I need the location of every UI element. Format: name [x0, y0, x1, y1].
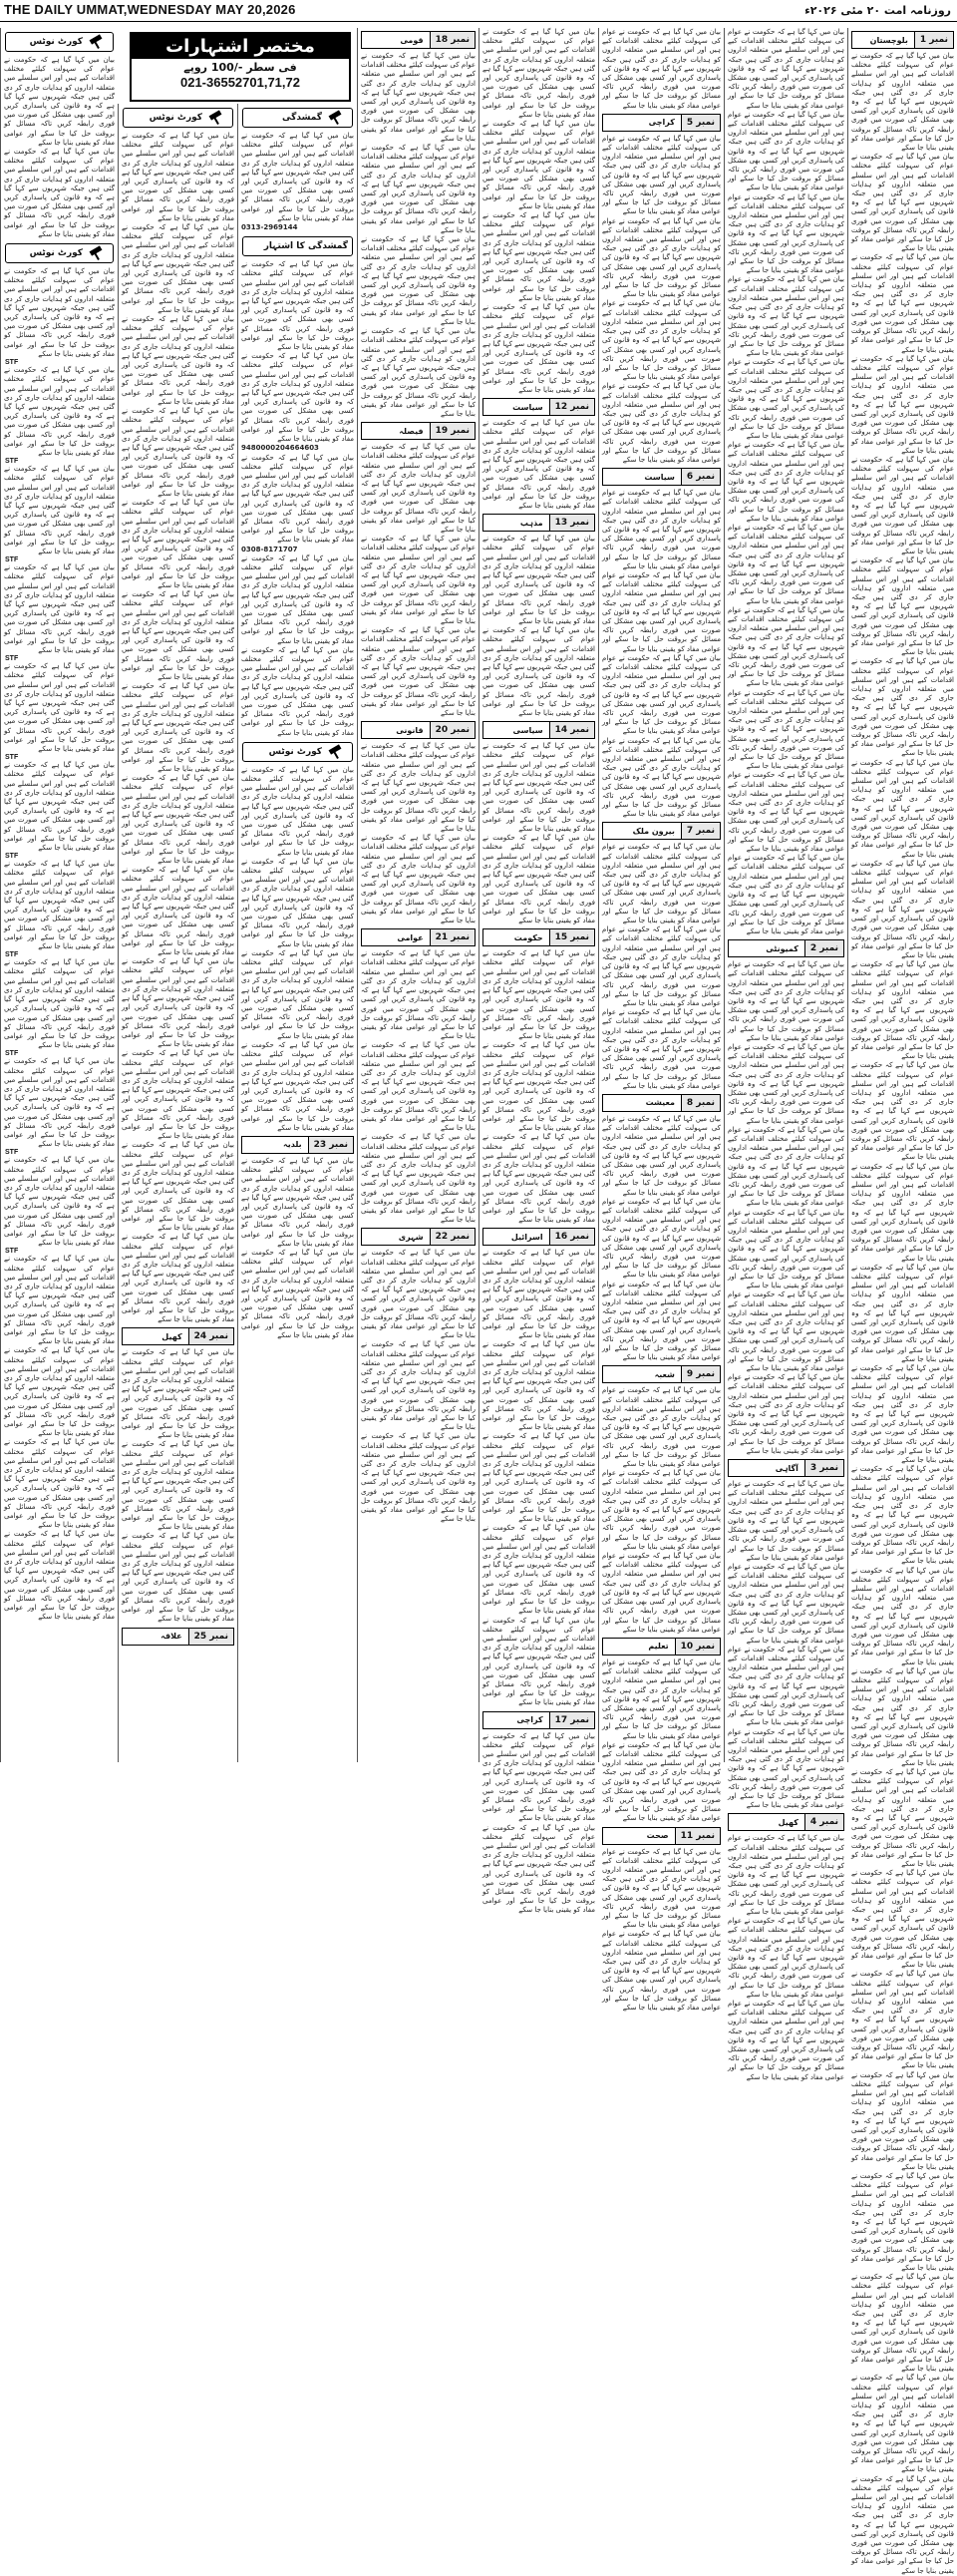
article-text: بیان میں کہا گیا ہے کہ حکومت نے عوام کی سہولت کیلئے مختلف اقدامات کیے ہیں اور اس سلسلے میں متعلقہ اداروں کو ہدایات جاری کر دی گئی ہیں جبکہ شہریوں سے کہا گیا ہے کہ وہ قانون کی پاسداری کریں اور کسی بھی مشکل کی صورت میں فوری رابطہ کریں تاکہ مسائل کو بروقت حل کیا جا سکے اور عوامی مفاد کو یقینی بنایا جا سکے	[4, 860, 115, 951]
article-text: بیان میں کہا گیا ہے کہ حکومت نے عوام کی سہولت کیلئے مختلف اقدامات کیے ہیں اور اس سلسلے میں متعلقہ اداروں کو ہدایات جاری کر دی گئی ہیں جبکہ شہریوں سے کہا گیا ہے کہ وہ قانون کی پاسداری کریں اور کسی بھی مشکل کی صورت میں فوری رابطہ کریں تاکہ مسائل کو بروقت حل کیا جا سکے اور عوامی مفاد کو یقینی بنایا جا سکے	[602, 1280, 721, 1362]
article-text: بیان میں کہا گیا ہے کہ حکومت نے عوام کی سہولت کیلئے مختلف اقدامات کیے ہیں اور اس سلسلے میں متعلقہ اداروں کو ہدایات جاری کر دی گئی ہیں جبکہ شہریوں سے کہا گیا ہے کہ وہ قانون کی پاسداری کریں اور کسی بھی مشکل کی صورت میں فوری رابطہ کریں تاکہ مسائل کو بروقت حل کیا جا سکے اور عوامی مفاد کو یقینی بنایا جا سکے	[602, 1657, 721, 1740]
section-head-19: نمبر 19 فیصلہ	[361, 422, 476, 440]
article-text: بیان میں کہا گیا ہے کہ حکومت نے عوام کی سہولت کیلئے مختلف اقدامات کیے ہیں اور اس سلسلے میں متعلقہ اداروں کو ہدایات جاری کر دی گئی ہیں جبکہ شہریوں سے کہا گیا ہے کہ وہ قانون کی پاسداری کریں اور کسی بھی مشکل کی صورت میں فوری رابطہ کریں تاکہ مسائل کو بروقت حل کیا جا سکے اور عوامی مفاد کو یقینی بنایا جا سکے	[602, 653, 721, 736]
article-text: بیان میں کہا گیا ہے کہ حکومت نے عوام کی سہولت کیلئے مختلف اقدامات کیے ہیں اور اس سلسلے میں متعلقہ اداروں کو ہدایات جاری کر دی گئی ہیں جبکہ شہریوں سے کہا گیا ہے کہ وہ قانون کی پاسداری کریں اور کسی بھی مشکل کی صورت میں فوری رابطہ کریں تاکہ مسائل کو بروقت حل کیا جا سکے اور عوامی مفاد کو یقینی بنایا جا سکے	[122, 682, 234, 774]
article-text: بیان میں کہا گیا ہے کہ حکومت نے عوام کی سہولت کیلئے مختلف اقدامات کیے ہیں اور اس سلسلے میں متعلقہ اداروں کو ہدایات جاری کر دی گئی ہیں جبکہ شہریوں سے کہا گیا ہے کہ وہ قانون کی پاسداری کریں اور کسی بھی مشکل کی صورت میں فوری رابطہ کریں تاکہ مسائل کو بروقت حل کیا جا سکے اور عوامی مفاد کو یقینی بنایا جا سکے	[361, 949, 476, 1041]
article-text: بیان میں کہا گیا ہے کہ حکومت نے عوام کی سہولت کیلئے مختلف اقدامات کیے ہیں اور اس سلسلے میں متعلقہ اداروں کو ہدایات جاری کر دی گئی ہیں جبکہ شہریوں سے کہا گیا ہے کہ وہ قانون کی پاسداری کریں اور کسی بھی مشکل کی صورت میں فوری رابطہ کریں تاکہ مسائل کو بروقت حل کیا جا سکے اور عوامی مفاد کو یقینی بنایا جا سکے	[602, 1740, 721, 1823]
article-text: بیان میں کہا گیا ہے کہ حکومت نے عوام کی سہولت کیلئے مختلف اقدامات کیے ہیں اور اس سلسلے میں متعلقہ اداروں کو ہدایات جاری کر دی گئی ہیں جبکہ شہریوں سے کہا گیا ہے کہ وہ قانون کی پاسداری کریں اور کسی بھی مشکل کی صورت میں فوری رابطہ کریں تاکہ مسائل کو بروقت حل کیا جا سکے اور عوامی مفاد کو یقینی بنایا جا سکے	[728, 1373, 844, 1455]
phone: 0313-2969144	[241, 223, 298, 232]
article-text: بیان میں کہا گیا ہے کہ حکومت نے عوام کی سہولت کیلئے مختلف اقدامات کیے ہیں اور اس سلسلے میں متعلقہ اداروں کو ہدایات جاری کر دی گئی ہیں جبکہ شہریوں سے کہا گیا ہے کہ وہ قانون کی پاسداری کریں اور کسی بھی مشکل کی صورت میں فوری رابطہ کریں تاکہ مسائل کو بروقت حل کیا جا سکے اور عوامی مفاد کو یقینی بنایا جا سکے	[728, 960, 844, 1042]
gavel-icon	[87, 246, 109, 260]
article-text: بیان میں کہا گیا ہے کہ حکومت نے عوام کی سہولت کیلئے مختلف اقدامات کیے ہیں اور اس سلسلے میں متعلقہ اداروں کو ہدایات جاری کر دی گئی ہیں جبکہ شہریوں سے کہا گیا ہے کہ وہ قانون کی پاسداری کریں اور کسی بھی مشکل کی صورت میں فوری رابطہ کریں تاکہ مسائل کو بروقت حل کیا جا سکے اور عوامی مفاد کو یقینی بنایا جا سکے	[482, 1133, 595, 1225]
article-text: بیان میں کہا گیا ہے کہ حکومت نے عوام کی سہولت کیلئے مختلف اقدامات کیے ہیں اور اس سلسلے میں متعلقہ اداروں کو ہدایات جاری کر دی گئی ہیں جبکہ شہریوں سے کہا گیا ہے کہ وہ قانون کی پاسداری کریں اور کسی بھی مشکل کی صورت میں فوری رابطہ کریں تاکہ مسائل کو بروقت حل کیا جا سکے اور عوامی مفاد کو یقینی بنایا جا سکے	[851, 657, 954, 758]
article-text: بیان میں کہا گیا ہے کہ حکومت نے عوام کی سہولت کیلئے مختلف اقدامات کیے ہیں اور اس سلسلے میں متعلقہ اداروں کو ہدایات جاری کر دی گئی ہیں جبکہ شہریوں سے کہا گیا ہے کہ وہ قانون کی پاسداری کریں اور کسی بھی مشکل کی صورت میں فوری رابطہ کریں تاکہ مسائل کو بروقت حل کیا جا سکے اور عوامی مفاد کو یقینی بنایا جا سکے	[241, 260, 354, 352]
column-7	[118, 104, 237, 1762]
article-text: بیان میں کہا گیا ہے کہ حکومت نے عوام کی سہولت کیلئے مختلف اقدامات کیے ہیں اور اس سلسلے میں متعلقہ اداروں کو ہدایات جاری کر دی گئی ہیں جبکہ شہریوں سے کہا گیا ہے کہ وہ قانون کی پاسداری کریں اور کسی بھی مشکل کی صورت میں فوری رابطہ کریں تاکہ مسائل کو بروقت حل کیا جا سکے اور عوامی مفاد کو یقینی بنایا جا سکے	[728, 1208, 844, 1290]
article-text: بیان میں کہا گیا ہے کہ حکومت نے عوام کی سہولت کیلئے مختلف اقدامات کیے ہیں اور اس سلسلے میں متعلقہ اداروں کو ہدایات جاری کر دی گئی ہیں جبکہ شہریوں سے کہا گیا ہے کہ وہ قانون کی پاسداری کریں اور کسی بھی مشکل کی صورت میں فوری رابطہ کریں تاکہ مسائل کو بروقت حل کیا جا سکے اور عوامی مفاد کو یقینی بنایا جا سکے	[728, 854, 844, 935]
article-text: بیان میں کہا گیا ہے کہ حکومت نے عوام کی سہولت کیلئے مختلف اقدامات کیے ہیں اور اس سلسلے میں متعلقہ اداروں کو ہدایات جاری کر دی گئی ہیں جبکہ شہریوں سے کہا گیا ہے کہ وہ قانون کی پاسداری کریں اور کسی بھی مشکل کی صورت میں فوری رابطہ کریں تاکہ مسائل کو بروقت حل کیا جا سکے اور عوامی مفاد کو یقینی بنایا جا سکے	[122, 1233, 234, 1324]
article-text: بیان میں کہا گیا ہے کہ حکومت نے عوام کی سہولت کیلئے مختلف اقدامات کیے ہیں اور اس سلسلے میں متعلقہ اداروں کو ہدایات جاری کر دی گئی ہیں جبکہ شہریوں سے کہا گیا ہے کہ وہ قانون کی پاسداری کریں اور کسی بھی مشکل کی صورت میں فوری رابطہ کریں تاکہ مسائل کو بروقت حل کیا جا سکے اور عوامی مفاد کو یقینی بنایا جا سکے	[602, 382, 721, 464]
court-notice-heading: کورٹ نوٹس	[123, 108, 233, 128]
article-text: بیان میں کہا گیا ہے کہ حکومت نے عوام کی سہولت کیلئے مختلف اقدامات کیے ہیں اور اس سلسلے میں متعلقہ اداروں کو ہدایات جاری کر دی گئی ہیں جبکہ شہریوں سے کہا گیا ہے کہ وہ قانون کی پاسداری کریں اور کسی بھی مشکل کی صورت میں فوری رابطہ کریں تاکہ مسائل کو بروقت حل کیا جا سکے اور عوامی مفاد کو یقینی بنایا جا سکے	[361, 235, 476, 326]
article-text: بیان میں کہا گیا ہے کہ حکومت نے عوام کی سہولت کیلئے مختلف اقدامات کیے ہیں اور اس سلسلے میں متعلقہ اداروں کو ہدایات جاری کر دی گئی ہیں جبکہ شہریوں سے کہا گیا ہے کہ وہ قانون کی پاسداری کریں اور کسی بھی مشکل کی صورت میں فوری رابطہ کریں تاکہ مسائل کو بروقت حل کیا جا سکے اور عوامی مفاد کو یقینی بنایا جا سکے	[361, 1249, 476, 1340]
article-text: بیان میں کہا گیا ہے کہ حکومت نے عوام کی سہولت کیلئے مختلف اقدامات کیے ہیں اور اس سلسلے میں متعلقہ اداروں کو ہدایات جاری کر دی گئی ہیں جبکہ شہریوں سے کہا گیا ہے کہ وہ قانون کی پاسداری کریں اور کسی بھی مشکل کی صورت میں فوری رابطہ کریں تاکہ مسائل کو بروقت حل کیا جا سکے اور عوامی مفاد کو یقینی بنایا جا سکے	[241, 1248, 354, 1339]
article-text: بیان میں کہا گیا ہے کہ حکومت نے عوام کی سہولت کیلئے مختلف اقدامات کیے ہیں اور اس سلسلے میں متعلقہ اداروں کو ہدایات جاری کر دی گئی ہیں جبکہ شہریوں سے کہا گیا ہے کہ وہ قانون کی پاسداری کریں اور کسی بھی مشکل کی صورت میں فوری رابطہ کریں تاکہ مسائل کو بروقت حل کیا جا سکے اور عوامی مفاد کو یقینی بنایا جا سکے	[4, 465, 115, 555]
stf-tag: STF	[5, 1149, 19, 1157]
section-head-1: نمبر 1 بلوچستان	[851, 31, 954, 49]
stf-tag: STF	[5, 853, 19, 861]
article-text: بیان میں کہا گیا ہے کہ حکومت نے عوام کی سہولت کیلئے مختلف اقدامات کیے ہیں اور اس سلسلے میں متعلقہ اداروں کو ہدایات جاری کر دی گئی ہیں جبکہ شہریوں سے کہا گیا ہے کہ وہ قانون کی پاسداری کریں اور کسی بھی مشکل کی صورت میں فوری رابطہ کریں تاکہ مسائل کو بروقت حل کیا جا سکے اور عوامی مفاد کو یقینی بنایا جا سکے	[728, 1562, 844, 1645]
article-text: بیان میں کہا گیا ہے کہ حکومت نے عوام کی سہولت کیلئے مختلف اقدامات کیے ہیں اور اس سلسلے میں متعلقہ اداروں کو ہدایات جاری کر دی گئی ہیں جبکہ شہریوں سے کہا گیا ہے کہ وہ قانون کی پاسداری کریں اور کسی بھی مشکل کی صورت میں فوری رابطہ کریں تاکہ مسائل کو بروقت حل کیا جا سکے اور عوامی مفاد کو یقینی بنایا جا سکے	[482, 303, 595, 394]
article-text: بیان میں کہا گیا ہے کہ حکومت نے عوام کی سہولت کیلئے مختلف اقدامات کیے ہیں اور اس سلسلے میں متعلقہ اداروں کو ہدایات جاری کر دی گئی ہیں جبکہ شہریوں سے کہا گیا ہے کہ وہ قانون کی پاسداری کریں اور کسی بھی مشکل کی صورت میں فوری رابطہ کریں تاکہ مسائل کو بروقت حل کیا جا سکے اور عوامی مفاد کو یقینی بنایا جا سکے	[851, 354, 954, 455]
article-text: بیان میں کہا گیا ہے کہ حکومت نے عوام کی سہولت کیلئے مختلف اقدامات کیے ہیں اور اس سلسلے میں متعلقہ اداروں کو ہدایات جاری کر دی گئی ہیں جبکہ شہریوں سے کہا گیا ہے کہ وہ قانون کی پاسداری کریں اور کسی بھی مشکل کی صورت میں فوری رابطہ کریں تاکہ مسائل کو بروقت حل کیا جا سکے اور عوامی مفاد کو یقینی بنایا جا سکے	[728, 358, 844, 440]
article-text: بیان میں کہا گیا ہے کہ حکومت نے عوام کی سہولت کیلئے مختلف اقدامات کیے ہیں اور اس سلسلے میں متعلقہ اداروں کو ہدایات جاری کر دی گئی ہیں جبکہ شہریوں سے کہا گیا ہے کہ وہ قانون کی پاسداری کریں اور کسی بھی مشکل کی صورت میں فوری رابطہ کریں تاکہ مسائل کو بروقت حل کیا جا سکے اور عوامی مفاد کو یقینی بنایا جا سکے	[482, 1731, 595, 1823]
article-text: بیان میں کہا گیا ہے کہ حکومت نے عوام کی سہولت کیلئے مختلف اقدامات کیے ہیں اور اس سلسلے میں متعلقہ اداروں کو ہدایات جاری کر دی گئی ہیں جبکہ شہریوں سے کہا گیا ہے کہ وہ قانون کی پاسداری کریں اور کسی بھی مشکل کی صورت میں فوری رابطہ کریں تاکہ مسائل کو بروقت حل کیا جا سکے اور عوامی مفاد کو یقینی بنایا جا سکے	[851, 1666, 954, 1767]
article-text: بیان میں کہا گیا ہے کہ حکومت نے عوام کی سہولت کیلئے مختلف اقدامات کیے ہیں اور اس سلسلے میں متعلقہ اداروں کو ہدایات جاری کر دی گئی ہیں جبکہ شہریوں سے کہا گیا ہے کہ وہ قانون کی پاسداری کریں اور کسی بھی مشکل کی صورت میں فوری رابطہ کریں تاکہ مسائل کو بروقت حل کیا جا سکے اور عوامی مفاد کو یقینی بنایا جا سکے	[4, 958, 115, 1050]
urdu-date: روزنامہ امت ۲۰ مئی ۲۰۲۶ء	[804, 4, 951, 17]
court-notice-heading: کورٹ نوٹس	[242, 742, 353, 762]
article-text: بیان میں کہا گیا ہے کہ حکومت نے عوام کی سہولت کیلئے مختلف اقدامات کیے ہیں اور اس سلسلے میں متعلقہ اداروں کو ہدایات جاری کر دی گئی ہیں جبکہ شہریوں سے کہا گیا ہے کہ وہ قانون کی پاسداری کریں اور کسی بھی مشکل کی صورت میں فوری رابطہ کریں تاکہ مسائل کو بروقت حل کیا جا سکے اور عوامی مفاد کو یقینی بنایا جا سکے	[482, 419, 595, 510]
article-text: بیان میں کہا گیا ہے کہ حکومت نے عوام کی سہولت کیلئے مختلف اقدامات کیے ہیں اور اس سلسلے میں متعلقہ اداروں کو ہدایات جاری کر دی گئی ہیں جبکہ شہریوں سے کہا گیا ہے کہ وہ قانون کی پاسداری کریں اور کسی بھی مشکل کی صورت میں فوری رابطہ کریں تاکہ مسائل کو بروقت حل کیا جا سکے اور عوامی مفاد کو یقینی بنایا جا سکے	[482, 535, 595, 625]
article-text: بیان میں کہا گیا ہے کہ حکومت نے عوام کی سہولت کیلئے مختلف اقدامات کیے ہیں اور اس سلسلے میں متعلقہ اداروں کو ہدایات جاری کر دی گئی ہیں جبکہ شہریوں سے کہا گیا ہے کہ وہ قانون کی پاسداری کریں اور کسی بھی مشکل کی صورت میں فوری رابطہ کریں تاکہ مسائل کو بروقت حل کیا جا سکے اور عوامی مفاد کو یقینی بنایا جا سکے	[728, 2000, 844, 2081]
stf-tag: STF	[5, 1050, 19, 1058]
article-text: بیان میں کہا گیا ہے کہ حکومت نے عوام کی سہولت کیلئے مختلف اقدامات کیے ہیں اور اس سلسلے میں متعلقہ اداروں کو ہدایات جاری کر دی گئی ہیں جبکہ شہریوں سے کہا گیا ہے کہ وہ قانون کی پاسداری کریں اور کسی بھی مشکل کی صورت میں فوری رابطہ کریں تاکہ مسائل کو بروقت حل کیا جا سکے اور عوامی مفاد کو یقینی بنایا جا سکے	[122, 866, 234, 957]
article-text: بیان میں کہا گیا ہے کہ حکومت نے عوام کی سہولت کیلئے مختلف اقدامات کیے ہیں اور اس سلسلے میں متعلقہ اداروں کو ہدایات جاری کر دی گئی ہیں جبکہ شہریوں سے کہا گیا ہے کہ وہ قانون کی پاسداری کریں اور کسی بھی مشکل کی صورت میں فوری رابطہ کریں تاکہ مسائل کو بروقت حل کیا جا سکے اور عوامی مفاد کو یقینی بنایا جا سکے	[482, 742, 595, 834]
article-text: بیان میں کہا گیا ہے کہ حکومت نے عوام کی سہولت کیلئے مختلف اقدامات کیے ہیں اور اس سلسلے میں متعلقہ اداروں کو ہدایات جاری کر دی گئی ہیں جبکہ شہریوں سے کہا گیا ہے کہ وہ قانون کی پاسداری کریں اور کسی بھی مشکل کی صورت میں فوری رابطہ کریں تاکہ مسائل کو بروقت حل کیا جا سکے اور عوامی مفاد کو یقینی بنایا جا سکے	[851, 758, 954, 859]
article-text: بیان میں کہا گیا ہے کہ حکومت نے عوام کی سہولت کیلئے مختلف اقدامات کیے ہیں اور اس سلسلے میں متعلقہ اداروں کو ہدایات جاری کر دی گئی ہیں جبکہ شہریوں سے کہا گیا ہے کہ وہ قانون کی پاسداری کریں اور کسی بھی مشکل کی صورت میں فوری رابطہ کریں تاکہ مسائل کو بروقت حل کیا جا سکے اور عوامی مفاد کو یقینی بنایا جا سکے	[482, 1616, 595, 1707]
gavel-icon	[87, 35, 109, 49]
article-text: بیان میں کہا گیا ہے کہ حکومت نے عوام کی سہولت کیلئے مختلف اقدامات کیے ہیں اور اس سلسلے میں متعلقہ اداروں کو ہدایات جاری کر دی گئی ہیں جبکہ شہریوں سے کہا گیا ہے کہ وہ قانون کی پاسداری کریں اور کسی بھی مشکل کی صورت میں فوری رابطہ کریں تاکہ مسائل کو بروقت حل کیا جا سکے اور عوامی مفاد کو یقینی بنایا جا سکے	[728, 1480, 844, 1562]
article-text: بیان میں کہا گیا ہے کہ حکومت نے عوام کی سہولت کیلئے مختلف اقدامات کیے ہیں اور اس سلسلے میں متعلقہ اداروں کو ہدایات جاری کر دی گئی ہیں جبکہ شہریوں سے کہا گیا ہے کہ وہ قانون کی پاسداری کریں اور کسی بھی مشکل کی صورت میں فوری رابطہ کریں تاکہ مسائل کو بروقت حل کیا جا سکے اور عوامی مفاد کو یقینی بنایا جا سکے	[728, 1834, 844, 1917]
article-text: بیان میں کہا گیا ہے کہ حکومت نے عوام کی سہولت کیلئے مختلف اقدامات کیے ہیں اور اس سلسلے میں متعلقہ اداروں کو ہدایات جاری کر دی گئی ہیں جبکہ شہریوں سے کہا گیا ہے کہ وہ قانون کی پاسداری کریں اور کسی بھی مشکل کی صورت میں فوری رابطہ کریں تاکہ مسائل کو بروقت حل کیا جا سکے اور عوامی مفاد کو یقینی بنایا جا سکے	[241, 352, 354, 444]
section-head-13: نمبر 13 مذہب	[482, 514, 595, 532]
section-head-10: نمبر 10 تعلیم	[602, 1638, 721, 1656]
ad-rate: فی سطر -/100 روپے	[183, 61, 297, 74]
article-text: بیان میں کہا گیا ہے کہ حکومت نے عوام کی سہولت کیلئے مختلف اقدامات کیے ہیں اور اس سلسلے میں متعلقہ اداروں کو ہدایات جاری کر دی گئی ہیں جبکہ شہریوں سے کہا گیا ہے کہ وہ قانون کی پاسداری کریں اور کسی بھی مشکل کی صورت میں فوری رابطہ کریں تاکہ مسائل کو بروقت حل کیا جا سکے اور عوامی مفاد کو یقینی بنایا جا سکے	[361, 834, 476, 925]
court-notice-heading: کورٹ نوٹس	[5, 32, 114, 52]
article-text: بیان میں کہا گیا ہے کہ حکومت نے عوام کی سہولت کیلئے مختلف اقدامات کیے ہیں اور اس سلسلے میں متعلقہ اداروں کو ہدایات جاری کر دی گئی ہیں جبکہ شہریوں سے کہا گیا ہے کہ وہ قانون کی پاسداری کریں اور کسی بھی مشکل کی صورت میں فوری رابطہ کریں تاکہ مسائل کو بروقت حل کیا جا سکے اور عوامی مفاد کو یقینی بنایا جا سکے	[482, 1432, 595, 1524]
column-1	[847, 28, 957, 2575]
article-text: بیان میں کہا گیا ہے کہ حکومت نے عوام کی سہولت کیلئے مختلف اقدامات کیے ہیں اور اس سلسلے میں متعلقہ اداروں کو ہدایات جاری کر دی گئی ہیں جبکہ شہریوں سے کہا گیا ہے کہ وہ قانون کی پاسداری کریں اور کسی بھی مشکل کی صورت میں فوری رابطہ کریں تاکہ مسائل کو بروقت حل کیا جا سکے اور عوامی مفاد کو یقینی بنایا جا سکے	[851, 455, 954, 555]
column-8	[0, 28, 118, 1762]
article-text: بیان میں کہا گیا ہے کہ حکومت نے عوام کی سہولت کیلئے مختلف اقدامات کیے ہیں اور اس سلسلے میں متعلقہ اداروں کو ہدایات جاری کر دی گئی ہیں جبکہ شہریوں سے کہا گیا ہے کہ وہ قانون کی پاسداری کریں اور کسی بھی مشکل کی صورت میں فوری رابطہ کریں تاکہ مسائل کو بروقت حل کیا جا سکے اور عوامی مفاد کو یقینی بنایا جا سکے	[482, 1249, 595, 1340]
article-text: بیان میں کہا گیا ہے کہ حکومت نے عوام کی سہولت کیلئے مختلف اقدامات کیے ہیں اور اس سلسلے میں متعلقہ اداروں کو ہدایات جاری کر دی گئی ہیں جبکہ شہریوں سے کہا گیا ہے کہ وہ قانون کی پاسداری کریں اور کسی بھی مشکل کی صورت میں فوری رابطہ کریں تاکہ مسائل کو بروقت حل کیا جا سکے اور عوامی مفاد کو یقینی بنایا جا سکے	[4, 1057, 115, 1149]
article-text: بیان میں کہا گیا ہے کہ حکومت نے عوام کی سہولت کیلئے مختلف اقدامات کیے ہیں اور اس سلسلے میں متعلقہ اداروں کو ہدایات جاری کر دی گئی ہیں جبکہ شہریوں سے کہا گیا ہے کہ وہ قانون کی پاسداری کریں اور کسی بھی مشکل کی صورت میں فوری رابطہ کریں تاکہ مسائل کو بروقت حل کیا جا سکے اور عوامی مفاد کو یقینی بنایا جا سکے	[122, 1440, 234, 1532]
ad-contact: 021-36552701,71,72	[179, 75, 300, 90]
article-text: بیان میں کہا گیا ہے کہ حکومت نے عوام کی سہولت کیلئے مختلف اقدامات کیے ہیں اور اس سلسلے میں متعلقہ اداروں کو ہدایات جاری کر دی گئی ہیں جبکہ شہریوں سے کہا گیا ہے کہ وہ قانون کی پاسداری کریں اور کسی بھی مشکل کی صورت میں فوری رابطہ کریں تاکہ مسائل کو بروقت حل کیا جا سکے اور عوامی مفاد کو یقینی بنایا جا سکے	[602, 1847, 721, 1930]
column-6	[237, 104, 357, 1762]
article-text: بیان میں کہا گیا ہے کہ حکومت نے عوام کی سہولت کیلئے مختلف اقدامات کیے ہیں اور اس سلسلے میں متعلقہ اداروں کو ہدایات جاری کر دی گئی ہیں جبکہ شہریوں سے کہا گیا ہے کہ وہ قانون کی پاسداری کریں اور کسی بھی مشکل کی صورت میں فوری رابطہ کریں تاکہ مسائل کو بروقت حل کیا جا سکے اور عوامی مفاد کو یقینی بنایا جا سکے	[851, 1162, 954, 1263]
article-text: بیان میں کہا گیا ہے کہ حکومت نے عوام کی سہولت کیلئے مختلف اقدامات کیے ہیں اور اس سلسلے میں متعلقہ اداروں کو ہدایات جاری کر دی گئی ہیں جبکہ شہریوں سے کہا گیا ہے کہ وہ قانون کی پاسداری کریں اور کسی بھی مشکل کی صورت میں فوری رابطہ کریں تاکہ مسائل کو بروقت حل کیا جا سکے اور عوامی مفاد کو یقینی بنایا جا سکے	[122, 407, 234, 498]
article-text: بیان میں کہا گیا ہے کہ حکومت نے عوام کی سہولت کیلئے مختلف اقدامات کیے ہیں اور اس سلسلے میں متعلقہ اداروں کو ہدایات جاری کر دی گئی ہیں جبکہ شہریوں سے کہا گیا ہے کہ وہ قانون کی پاسداری کریں اور کسی بھی مشکل کی صورت میں فوری رابطہ کریں تاکہ مسائل کو بروقت حل کیا جا سکے اور عوامی مفاد کو یقینی بنایا جا سکے	[851, 153, 954, 253]
article-text: بیان میں کہا گیا ہے کہ حکومت نے عوام کی سہولت کیلئے مختلف اقدامات کیے ہیں اور اس سلسلے میں متعلقہ اداروں کو ہدایات جاری کر دی گئی ہیں جبکہ شہریوں سے کہا گیا ہے کہ وہ قانون کی پاسداری کریں اور کسی بھی مشکل کی صورت میں فوری رابطہ کریں تاکہ مسائل کو بروقت حل کیا جا سکے اور عوامی مفاد کو یقینی بنایا جا سکے	[4, 1438, 115, 1530]
section-head-5: نمبر 5 کراچی	[602, 114, 721, 132]
article-text: بیان میں کہا گیا ہے کہ حکومت نے عوام کی سہولت کیلئے مختلف اقدامات کیے ہیں اور اس سلسلے میں متعلقہ اداروں کو ہدایات جاری کر دی گئی ہیں جبکہ شہریوں سے کہا گیا ہے کہ وہ قانون کی پاسداری کریں اور کسی بھی مشکل کی صورت میں فوری رابطہ کریں تاکہ مسائل کو بروقت حل کیا جا سکے اور عوامی مفاد کو یقینی بنایا جا سکے	[482, 1524, 595, 1616]
article-text: بیان میں کہا گیا ہے کہ حکومت نے عوام کی سہولت کیلئے مختلف اقدامات کیے ہیں اور اس سلسلے میں متعلقہ اداروں کو ہدایات جاری کر دی گئی ہیں جبکہ شہریوں سے کہا گیا ہے کہ وہ قانون کی پاسداری کریں اور کسی بھی مشکل کی صورت میں فوری رابطہ کریں تاکہ مسائل کو بروقت حل کیا جا سکے اور عوامی مفاد کو یقینی بنایا جا سکے	[728, 523, 844, 605]
article-text: بیان میں کہا گیا ہے کہ حکومت نے عوام کی سہولت کیلئے مختلف اقدامات کیے ہیں اور اس سلسلے میں متعلقہ اداروں کو ہدایات جاری کر دی گئی ہیں جبکہ شہریوں سے کہا گیا ہے کہ وہ قانون کی پاسداری کریں اور کسی بھی مشکل کی صورت میں فوری رابطہ کریں تاکہ مسائل کو بروقت حل کیا جا سکے اور عوامی مفاد کو یقینی بنایا جا سکے	[361, 626, 476, 718]
masthead	[0, 0, 957, 22]
article-text: بیان میں کہا گیا ہے کہ حکومت نے عوام کی سہولت کیلئے مختلف اقدامات کیے ہیں اور اس سلسلے میں متعلقہ اداروں کو ہدایات جاری کر دی گئی ہیں جبکہ شہریوں سے کہا گیا ہے کہ وہ قانون کی پاسداری کریں اور کسی بھی مشکل کی صورت میں فوری رابطہ کریں تاکہ مسائل کو بروقت حل کیا جا سکے اور عوامی مفاد کو یقینی بنایا جا سکے	[602, 1469, 721, 1551]
gavel-icon	[206, 111, 228, 125]
stf-tag: STF	[5, 754, 19, 762]
article-text: بیان میں کہا گیا ہے کہ حکومت نے عوام کی سہولت کیلئے مختلف اقدامات کیے ہیں اور اس سلسلے میں متعلقہ اداروں کو ہدایات جاری کر دی گئی ہیں جبکہ شہریوں سے کہا گیا ہے کہ وہ قانون کی پاسداری کریں اور کسی بھی مشکل کی صورت میں فوری رابطہ کریں تاکہ مسائل کو بروقت حل کیا جا سکے اور عوامی مفاد کو یقینی بنایا جا سکے	[482, 28, 595, 119]
article-text: بیان میں کہا گیا ہے کہ حکومت نے عوام کی سہولت کیلئے مختلف اقدامات کیے ہیں اور اس سلسلے میں متعلقہ اداروں کو ہدایات جاری کر دی گئی ہیں جبکہ شہریوں سے کہا گیا ہے کہ وہ قانون کی پاسداری کریں اور کسی بھی مشکل کی صورت میں فوری رابطہ کریں تاکہ مسائل کو بروقت حل کیا جا سکے اور عوامی مفاد کو یقینی بنایا جا سکے	[851, 1364, 954, 1465]
phone: 0308-8171707	[241, 545, 298, 553]
article-text: بیان میں کہا گیا ہے کہ حکومت نے عوام کی سہولت کیلئے مختلف اقدامات کیے ہیں اور اس سلسلے میں متعلقہ اداروں کو ہدایات جاری کر دی گئی ہیں جبکہ شہریوں سے کہا گیا ہے کہ وہ قانون کی پاسداری کریں اور کسی بھی مشکل کی صورت میں فوری رابطہ کریں تاکہ مسائل کو بروقت حل کیا جا سکے اور عوامی مفاد کو یقینی بنایا جا سکے	[361, 52, 476, 143]
article-text: بیان میں کہا گیا ہے کہ حکومت نے عوام کی سہولت کیلئے مختلف اقدامات کیے ہیں اور اس سلسلے میں متعلقہ اداروں کو ہدایات جاری کر دی گئی ہیں جبکہ شہریوں سے کہا گیا ہے کہ وہ قانون کی پاسداری کریں اور کسی بھی مشکل کی صورت میں فوری رابطہ کریں تاکہ مسائل کو بروقت حل کیا جا سکے اور عوامی مفاد کو یقینی بنایا جا سکے	[728, 1290, 844, 1373]
article-text: بیان میں کہا گیا ہے کہ حکومت نے عوام کی سہولت کیلئے مختلف اقدامات کیے ہیں اور اس سلسلے میں متعلقہ اداروں کو ہدایات جاری کر دی گئی ہیں جبکہ شہریوں سے کہا گیا ہے کہ وہ قانون کی پاسداری کریں اور کسی بھی مشکل کی صورت میں فوری رابطہ کریں تاکہ مسائل کو بروقت حل کیا جا سکے اور عوامی مفاد کو یقینی بنایا جا سکے	[728, 688, 844, 771]
section-head-25: نمبر 25 علاقہ	[122, 1628, 234, 1646]
stf-tag: STF	[5, 655, 19, 663]
article-text: بیان میں کہا گیا ہے کہ حکومت نے عوام کی سہولت کیلئے مختلف اقدامات کیے ہیں اور اس سلسلے میں متعلقہ اداروں کو ہدایات جاری کر دی گئی ہیں جبکہ شہریوں سے کہا گیا ہے کہ وہ قانون کی پاسداری کریں اور کسی بھی مشکل کی صورت میں فوری رابطہ کریں تاکہ مسائل کو بروقت حل کیا جا سکے اور عوامی مفاد کو یقینی بنایا جا سکے	[851, 1869, 954, 1970]
article-text: بیان میں کہا گیا ہے کہ حکومت نے عوام کی سہولت کیلئے مختلف اقدامات کیے ہیں اور اس سلسلے میں متعلقہ اداروں کو ہدایات جاری کر دی گئی ہیں جبکہ شہریوں سے کہا گیا ہے کہ وہ قانون کی پاسداری کریں اور کسی بھی مشکل کی صورت میں فوری رابطہ کریں تاکہ مسائل کو بروقت حل کیا جا سکے اور عوامی مفاد کو یقینی بنایا جا سکے	[122, 1049, 234, 1141]
article-text: بیان میں کہا گیا ہے کہ حکومت نے عوام کی سہولت کیلئے مختلف اقدامات کیے ہیں اور اس سلسلے میں متعلقہ اداروں کو ہدایات جاری کر دی گئی ہیں جبکہ شہریوں سے کہا گیا ہے کہ وہ قانون کی پاسداری کریں اور کسی بھی مشکل کی صورت میں فوری رابطہ کریں تاکہ مسائل کو بروقت حل کیا جا سکے اور عوامی مفاد کو یقینی بنایا جا سکے	[851, 1465, 954, 1566]
ad-title: مختصر اشتہارات	[132, 34, 349, 59]
article-text: بیان میں کہا گیا ہے کہ حکومت نے عوام کی سہولت کیلئے مختلف اقدامات کیے ہیں اور اس سلسلے میں متعلقہ اداروں کو ہدایات جاری کر دی گئی ہیں جبکہ شہریوں سے کہا گیا ہے کہ وہ قانون کی پاسداری کریں اور کسی بھی مشکل کی صورت میں فوری رابطہ کریں تاکہ مسائل کو بروقت حل کیا جا سکے اور عوامی مفاد کو یقینی بنایا جا سکے	[602, 1008, 721, 1090]
section-head-2: نمبر 2 کمیونٹی	[728, 939, 844, 957]
article-text: بیان میں کہا گیا ہے کہ حکومت نے عوام کی سہولت کیلئے مختلف اقدامات کیے ہیں اور اس سلسلے میں متعلقہ اداروں کو ہدایات جاری کر دی گئی ہیں جبکہ شہریوں سے کہا گیا ہے کہ وہ قانون کی پاسداری کریں اور کسی بھی مشکل کی صورت میں فوری رابطہ کریں تاکہ مسائل کو بروقت حل کیا جا سکے اور عوامی مفاد کو یقینی بنایا جا سکے	[241, 553, 354, 645]
gavel-icon	[326, 111, 348, 125]
article-text: بیان میں کہا گیا ہے کہ حکومت نے عوام کی سہولت کیلئے مختلف اقدامات کیے ہیں اور اس سلسلے میں متعلقہ اداروں کو ہدایات جاری کر دی گئی ہیں جبکہ شہریوں سے کہا گیا ہے کہ وہ قانون کی پاسداری کریں اور کسی بھی مشکل کی صورت میں فوری رابطہ کریں تاکہ مسائل کو بروقت حل کیا جا سکے اور عوامی مفاد کو یقینی بنایا جا سکے	[851, 2273, 954, 2374]
article-text: بیان میں کہا گیا ہے کہ حکومت نے عوام کی سہولت کیلئے مختلف اقدامات کیے ہیں اور اس سلسلے میں متعلقہ اداروں کو ہدایات جاری کر دی گئی ہیں جبکہ شہریوں سے کہا گیا ہے کہ وہ قانون کی پاسداری کریں اور کسی بھی مشکل کی صورت میں فوری رابطہ کریں تاکہ مسائل کو بروقت حل کیا جا سکے اور عوامی مفاد کو یقینی بنایا جا سکے	[4, 761, 115, 853]
article-text: بیان میں کہا گیا ہے کہ حکومت نے عوام کی سہولت کیلئے مختلف اقدامات کیے ہیں اور اس سلسلے میں متعلقہ اداروں کو ہدایات جاری کر دی گئی ہیں جبکہ شہریوں سے کہا گیا ہے کہ وہ قانون کی پاسداری کریں اور کسی بھی مشکل کی صورت میں فوری رابطہ کریں تاکہ مسائل کو بروقت حل کیا جا سکے اور عوامی مفاد کو یقینی بنایا جا سکے	[728, 771, 844, 854]
section-head-18: نمبر 18 قومی	[361, 31, 476, 49]
article-text: بیان میں کہا گیا ہے کہ حکومت نے عوام کی سہولت کیلئے مختلف اقدامات کیے ہیں اور اس سلسلے میں متعلقہ اداروں کو ہدایات جاری کر دی گئی ہیں جبکہ شہریوں سے کہا گیا ہے کہ وہ قانون کی پاسداری کریں اور کسی بھی مشکل کی صورت میں فوری رابطہ کریں تاکہ مسائل کو بروقت حل کیا جا سکے اور عوامی مفاد کو یقینی بنایا جا سکے	[361, 1041, 476, 1133]
article-text: بیان میں کہا گیا ہے کہ حکومت نے عوام کی سہولت کیلئے مختلف اقدامات کیے ہیں اور اس سلسلے میں متعلقہ اداروں کو ہدایات جاری کر دی گئی ہیں جبکہ شہریوں سے کہا گیا ہے کہ وہ قانون کی پاسداری کریں اور کسی بھی مشکل کی صورت میں فوری رابطہ کریں تاکہ مسائل کو بروقت حل کیا جا سکے اور عوامی مفاد کو یقینی بنایا جا سکے	[4, 662, 115, 754]
article-text: بیان میں کہا گیا ہے کہ حکومت نے عوام کی سہولت کیلئے مختلف اقدامات کیے ہیں اور اس سلسلے میں متعلقہ اداروں کو ہدایات جاری کر دی گئی ہیں جبکہ شہریوں سے کہا گیا ہے کہ وہ قانون کی پاسداری کریں اور کسی بھی مشکل کی صورت میں فوری رابطہ کریں تاکہ مسائل کو بروقت حل کیا جا سکے اور عوامی مفاد کو یقینی بنایا جا سکے	[361, 443, 476, 534]
article-text: بیان میں کہا گیا ہے کہ حکومت نے عوام کی سہولت کیلئے مختلف اقدامات کیے ہیں اور اس سلسلے میں متعلقہ اداروں کو ہدایات جاری کر دی گئی ہیں جبکہ شہریوں سے کہا گیا ہے کہ وہ قانون کی پاسداری کریں اور کسی بھی مشکل کی صورت میں فوری رابطہ کریں تاکہ مسائل کو بروقت حل کیا جا سکے اور عوامی مفاد کو یقینی بنایا جا سکے	[851, 960, 954, 1061]
classified-ad-box	[130, 32, 351, 102]
stf-tag: STF	[5, 951, 19, 959]
article-text: بیان میں کہا گیا ہے کہ حکومت نے عوام کی سہولت کیلئے مختلف اقدامات کیے ہیں اور اس سلسلے میں متعلقہ اداروں کو ہدایات جاری کر دی گئی ہیں جبکہ شہریوں سے کہا گیا ہے کہ وہ قانون کی پاسداری کریں اور کسی بھی مشکل کی صورت میں فوری رابطہ کریں تاکہ مسائل کو بروقت حل کیا جا سکے اور عوامی مفاد کو یقینی بنایا جا سکے	[241, 1156, 354, 1248]
article-text: بیان میں کہا گیا ہے کہ حکومت نے عوام کی سہولت کیلئے مختلف اقدامات کیے ہیں اور اس سلسلے میں متعلقہ اداروں کو ہدایات جاری کر دی گئی ہیں جبکہ شہریوں سے کہا گیا ہے کہ وہ قانون کی پاسداری کریں اور کسی بھی مشکل کی صورت میں فوری رابطہ کریں تاکہ مسائل کو بروقت حل کیا جا سکے اور عوامی مفاد کو یقینی بنایا جا سکے	[602, 216, 721, 299]
column-3	[598, 28, 724, 2013]
section-head-3: نمبر 3 آگاہی	[728, 1459, 844, 1477]
article-text: بیان میں کہا گیا ہے کہ حکومت نے عوام کی سہولت کیلئے مختلف اقدامات کیے ہیں اور اس سلسلے میں متعلقہ اداروں کو ہدایات جاری کر دی گئی ہیں جبکہ شہریوں سے کہا گیا ہے کہ وہ قانون کی پاسداری کریں اور کسی بھی مشکل کی صورت میں فوری رابطہ کریں تاکہ مسائل کو بروقت حل کیا جا سکے اور عوامی مفاد کو یقینی بنایا جا سکے	[728, 110, 844, 192]
lost-ad-heading: گمشدگی کا اشتہار	[242, 236, 353, 256]
article-text: بیان میں کہا گیا ہے کہ حکومت نے عوام کی سہولت کیلئے مختلف اقدامات کیے ہیں اور اس سلسلے میں متعلقہ اداروں کو ہدایات جاری کر دی گئی ہیں جبکہ شہریوں سے کہا گیا ہے کہ وہ قانون کی پاسداری کریں اور کسی بھی مشکل کی صورت میں فوری رابطہ کریں تاکہ مسائل کو بروقت حل کیا جا سکے اور عوامی مفاد کو یقینی بنایا جا سکے	[241, 645, 354, 737]
article-text: بیان میں کہا گیا ہے کہ حکومت نے عوام کی سہولت کیلئے مختلف اقدامات کیے ہیں اور اس سلسلے میں متعلقہ اداروں کو ہدایات جاری کر دی گئی ہیں جبکہ شہریوں سے کہا گیا ہے کہ وہ قانون کی پاسداری کریں اور کسی بھی مشکل کی صورت میں فوری رابطہ کریں تاکہ مسائل کو بروقت حل کیا جا سکے اور عوامی مفاد کو یقینی بنایا جا سکے	[4, 56, 115, 147]
article-text: بیان میں کہا گیا ہے کہ حکومت نے عوام کی سہولت کیلئے مختلف اقدامات کیے ہیں اور اس سلسلے میں متعلقہ اداروں کو ہدایات جاری کر دی گئی ہیں جبکہ شہریوں سے کہا گیا ہے کہ وہ قانون کی پاسداری کریں اور کسی بھی مشکل کی صورت میں فوری رابطہ کریں تاکہ مسائل کو بروقت حل کیا جا سکے اور عوامی مفاد کو یقینی بنایا جا سکے	[602, 736, 721, 819]
article-text: بیان میں کہا گیا ہے کہ حکومت نے عوام کی سہولت کیلئے مختلف اقدامات کیے ہیں اور اس سلسلے میں متعلقہ اداروں کو ہدایات جاری کر دی گئی ہیں جبکہ شہریوں سے کہا گیا ہے کہ وہ قانون کی پاسداری کریں اور کسی بھی مشکل کی صورت میں فوری رابطہ کریں تاکہ مسائل کو بروقت حل کیا جا سکے اور عوامی مفاد کو یقینی بنایا جا سکے	[482, 211, 595, 302]
lost-notice-heading: گمشدگی	[242, 108, 353, 128]
section-head-9: نمبر 9 شعبہ	[602, 1365, 721, 1383]
article-text: بیان میں کہا گیا ہے کہ حکومت نے عوام کی سہولت کیلئے مختلف اقدامات کیے ہیں اور اس سلسلے میں متعلقہ اداروں کو ہدایات جاری کر دی گئی ہیں جبکہ شہریوں سے کہا گیا ہے کہ وہ قانون کی پاسداری کریں اور کسی بھی مشکل کی صورت میں فوری رابطہ کریں تاکہ مسائل کو بروقت حل کیا جا سکے اور عوامی مفاد کو یقینی بنایا جا سکے	[122, 590, 234, 681]
article-text: بیان میں کہا گیا ہے کہ حکومت نے عوام کی سہولت کیلئے مختلف اقدامات کیے ہیں اور اس سلسلے میں متعلقہ اداروں کو ہدایات جاری کر دی گئی ہیں جبکہ شہریوں سے کہا گیا ہے کہ وہ قانون کی پاسداری کریں اور کسی بھی مشکل کی صورت میں فوری رابطہ کریں تاکہ مسائل کو بروقت حل کیا جا سکے اور عوامی مفاد کو یقینی بنایا جا سکے	[361, 742, 476, 834]
article-text: بیان میں کہا گیا ہے کہ حکومت نے عوام کی سہولت کیلئے مختلف اقدامات کیے ہیں اور اس سلسلے میں متعلقہ اداروں کو ہدایات جاری کر دی گئی ہیں جبکہ شہریوں سے کہا گیا ہے کہ وہ قانون کی پاسداری کریں اور کسی بھی مشکل کی صورت میں فوری رابطہ کریں تاکہ مسائل کو بروقت حل کیا جا سکے اور عوامی مفاد کو یقینی بنایا جا سکے	[851, 52, 954, 153]
article-text: بیان میں کہا گیا ہے کہ حکومت نے عوام کی سہولت کیلئے مختلف اقدامات کیے ہیں اور اس سلسلے میں متعلقہ اداروں کو ہدایات جاری کر دی گئی ہیں جبکہ شہریوں سے کہا گیا ہے کہ وہ قانون کی پاسداری کریں اور کسی بھی مشکل کی صورت میں فوری رابطہ کریں تاکہ مسائل کو بروقت حل کیا جا سکے اور عوامی مفاد کو یقینی بنایا جا سکے	[4, 148, 115, 238]
section-head-21: نمبر 21 عوامی	[361, 928, 476, 946]
column-4	[478, 28, 598, 1915]
article-text: بیان میں کہا گیا ہے کہ حکومت نے عوام کی سہولت کیلئے مختلف اقدامات کیے ہیں اور اس سلسلے میں متعلقہ اداروں کو ہدایات جاری کر دی گئی ہیں جبکہ شہریوں سے کہا گیا ہے کہ وہ قانون کی پاسداری کریں اور کسی بھی مشکل کی صورت میں فوری رابطہ کریں تاکہ مسائل کو بروقت حل کیا جا سکے اور عوامی مفاد کو یقینی بنایا جا سکے	[4, 1255, 115, 1346]
article-text: بیان میں کہا گیا ہے کہ حکومت نے عوام کی سہولت کیلئے مختلف اقدامات کیے ہیں اور اس سلسلے میں متعلقہ اداروں کو ہدایات جاری کر دی گئی ہیں جبکہ شہریوں سے کہا گیا ہے کہ وہ قانون کی پاسداری کریں اور کسی بھی مشکل کی صورت میں فوری رابطہ کریں تاکہ مسائل کو بروقت حل کیا جا سکے اور عوامی مفاد کو یقینی بنایا جا سکے	[482, 1041, 595, 1133]
article-text: بیان میں کہا گیا ہے کہ حکومت نے عوام کی سہولت کیلئے مختلف اقدامات کیے ہیں اور اس سلسلے میں متعلقہ اداروں کو ہدایات جاری کر دی گئی ہیں جبکہ شہریوں سے کہا گیا ہے کہ وہ قانون کی پاسداری کریں اور کسی بھی مشکل کی صورت میں فوری رابطہ کریں تاکہ مسائل کو بروقت حل کیا جا سکے اور عوامی مفاد کو یقینی بنایا جا سکے	[361, 1432, 476, 1524]
section-head-22: نمبر 22 شہری	[361, 1228, 476, 1246]
section-head-16: نمبر 16 اسرائیل	[482, 1228, 595, 1246]
column-2	[724, 28, 847, 2081]
section-head-11: نمبر 11 صحت	[602, 1827, 721, 1845]
section-head-7: نمبر 7 بیرون ملک	[602, 822, 721, 840]
article-text: بیان میں کہا گیا ہے کہ حکومت نے عوام کی سہولت کیلئے مختلف اقدامات کیے ہیں اور اس سلسلے میں متعلقہ اداروں کو ہدایات جاری کر دی گئی ہیں جبکہ شہریوں سے کہا گیا ہے کہ وہ قانون کی پاسداری کریں اور کسی بھی مشکل کی صورت میں فوری رابطہ کریں تاکہ مسائل کو بروقت حل کیا جا سکے اور عوامی مفاد کو یقینی بنایا جا سکے	[482, 1823, 595, 1915]
article-text: بیان میں کہا گیا ہے کہ حکومت نے عوام کی سہولت کیلئے مختلف اقدامات کیے ہیں اور اس سلسلے میں متعلقہ اداروں کو ہدایات جاری کر دی گئی ہیں جبکہ شہریوں سے کہا گیا ہے کہ وہ قانون کی پاسداری کریں اور کسی بھی مشکل کی صورت میں فوری رابطہ کریں تاکہ مسائل کو بروقت حل کیا جا سکے اور عوامی مفاد کو یقینی بنایا جا سکے	[851, 1263, 954, 1363]
article-text: بیان میں کہا گیا ہے کہ حکومت نے عوام کی سہولت کیلئے مختلف اقدامات کیے ہیں اور اس سلسلے میں متعلقہ اداروں کو ہدایات جاری کر دی گئی ہیں جبکہ شہریوں سے کہا گیا ہے کہ وہ قانون کی پاسداری کریں اور کسی بھی مشکل کی صورت میں فوری رابطہ کریں تاکہ مسائل کو بروقت حل کیا جا سکے اور عوامی مفاد کو یقینی بنایا جا سکے	[851, 1566, 954, 1666]
article-text: بیان میں کہا گیا ہے کہ حکومت نے عوام کی سہولت کیلئے مختلف اقدامات کیے ہیں اور اس سلسلے میں متعلقہ اداروں کو ہدایات جاری کر دی گئی ہیں جبکہ شہریوں سے کہا گیا ہے کہ وہ قانون کی پاسداری کریں اور کسی بھی مشکل کی صورت میں فوری رابطہ کریں تاکہ مسائل کو بروقت حل کیا جا سکے اور عوامی مفاد کو یقینی بنایا جا سکے	[728, 1727, 844, 1810]
article-text: بیان میں کہا گیا ہے کہ حکومت نے عوام کی سہولت کیلئے مختلف اقدامات کیے ہیں اور اس سلسلے میں متعلقہ اداروں کو ہدایات جاری کر دی گئی ہیں جبکہ شہریوں سے کہا گیا ہے کہ وہ قانون کی پاسداری کریں اور کسی بھی مشکل کی صورت میں فوری رابطہ کریں تاکہ مسائل کو بروقت حل کیا جا سکے اور عوامی مفاد کو یقینی بنایا جا سکے	[602, 843, 721, 925]
article-text: بیان میں کہا گیا ہے کہ حکومت نے عوام کی سہولت کیلئے مختلف اقدامات کیے ہیں اور اس سلسلے میں متعلقہ اداروں کو ہدایات جاری کر دی گئی ہیں جبکہ شہریوں سے کہا گیا ہے کہ وہ قانون کی پاسداری کریں اور کسی بھی مشکل کی صورت میں فوری رابطہ کریں تاکہ مسائل کو بروقت حل کیا جا سکے اور عوامی مفاد کو یقینی بنایا جا سکے	[728, 192, 844, 275]
article-text: بیان میں کہا گیا ہے کہ حکومت نے عوام کی سہولت کیلئے مختلف اقدامات کیے ہیں اور اس سلسلے میں متعلقہ اداروں کو ہدایات جاری کر دی گئی ہیں جبکہ شہریوں سے کہا گیا ہے کہ وہ قانون کی پاسداری کریں اور کسی بھی مشکل کی صورت میں فوری رابطہ کریں تاکہ مسائل کو بروقت حل کیا جا سکے اور عوامی مفاد کو یقینی بنایا جا سکے	[851, 1970, 954, 2070]
article-text: بیان میں کہا گیا ہے کہ حکومت نے عوام کی سہولت کیلئے مختلف اقدامات کیے ہیں اور اس سلسلے میں متعلقہ اداروں کو ہدایات جاری کر دی گئی ہیں جبکہ شہریوں سے کہا گیا ہے کہ وہ قانون کی پاسداری کریں اور کسی بھی مشکل کی صورت میں فوری رابطہ کریں تاکہ مسائل کو بروقت حل کیا جا سکے اور عوامی مفاد کو یقینی بنایا جا سکے	[122, 1532, 234, 1624]
article-text: بیان میں کہا گیا ہے کہ حکومت نے عوام کی سہولت کیلئے مختلف اقدامات کیے ہیں اور اس سلسلے میں متعلقہ اداروں کو ہدایات جاری کر دی گئی ہیں جبکہ شہریوں سے کہا گیا ہے کہ وہ قانون کی پاسداری کریں اور کسی بھی مشکل کی صورت میں فوری رابطہ کریں تاکہ مسائل کو بروقت حل کیا جا سکے اور عوامی مفاد کو یقینی بنایا جا سکے	[851, 1061, 954, 1162]
article-text: بیان میں کہا گیا ہے کہ حکومت نے عوام کی سہولت کیلئے مختلف اقدامات کیے ہیں اور اس سلسلے میں متعلقہ اداروں کو ہدایات جاری کر دی گئی ہیں جبکہ شہریوں سے کہا گیا ہے کہ وہ قانون کی پاسداری کریں اور کسی بھی مشکل کی صورت میں فوری رابطہ کریں تاکہ مسائل کو بروقت حل کیا جا سکے اور عوامی مفاد کو یقینی بنایا جا سکے	[602, 489, 721, 570]
article-text: بیان میں کہا گیا ہے کہ حکومت نے عوام کی سہولت کیلئے مختلف اقدامات کیے ہیں اور اس سلسلے میں متعلقہ اداروں کو ہدایات جاری کر دی گئی ہیں جبکہ شہریوں سے کہا گیا ہے کہ وہ قانون کی پاسداری کریں اور کسی بھی مشکل کی صورت میں فوری رابطہ کریں تاکہ مسائل کو بروقت حل کیا جا سکے اور عوامی مفاد کو یقینی بنایا جا سکے	[361, 144, 476, 234]
article-text: بیان میں کہا گیا ہے کہ حکومت نے عوام کی سہولت کیلئے مختلف اقدامات کیے ہیں اور اس سلسلے میں متعلقہ اداروں کو ہدایات جاری کر دی گئی ہیں جبکہ شہریوں سے کہا گیا ہے کہ وہ قانون کی پاسداری کریں اور کسی بھی مشکل کی صورت میں فوری رابطہ کریں تاکہ مسائل کو بروقت حل کیا جا سکے اور عوامی مفاد کو یقینی بنایا جا سکے	[851, 2070, 954, 2171]
section-head-14: نمبر 14 سیاسی	[482, 721, 595, 739]
article-text: بیان میں کہا گیا ہے کہ حکومت نے عوام کی سہولت کیلئے مختلف اقدامات کیے ہیں اور اس سلسلے میں متعلقہ اداروں کو ہدایات جاری کر دی گئی ہیں جبکہ شہریوں سے کہا گیا ہے کہ وہ قانون کی پاسداری کریں اور کسی بھی مشکل کی صورت میں فوری رابطہ کریں تاکہ مسائل کو بروقت حل کیا جا سکے اور عوامی مفاد کو یقینی بنایا جا سکے	[4, 1156, 115, 1248]
article-text: بیان میں کہا گیا ہے کہ حکومت نے عوام کی سہولت کیلئے مختلف اقدامات کیے ہیں اور اس سلسلے میں متعلقہ اداروں کو ہدایات جاری کر دی گئی ہیں جبکہ شہریوں سے کہا گیا ہے کہ وہ قانون کی پاسداری کریں اور کسی بھی مشکل کی صورت میں فوری رابطہ کریں تاکہ مسائل کو بروقت حل کیا جا سکے اور عوامی مفاد کو یقینی بنایا جا سکے	[851, 2474, 954, 2575]
section-head-12: نمبر 12 سیاست	[482, 398, 595, 416]
stf-tag: STF	[5, 458, 19, 466]
article-text: بیان میں کہا گیا ہے کہ حکومت نے عوام کی سہولت کیلئے مختلف اقدامات کیے ہیں اور اس سلسلے میں متعلقہ اداروں کو ہدایات جاری کر دی گئی ہیں جبکہ شہریوں سے کہا گیا ہے کہ وہ قانون کی پاسداری کریں اور کسی بھی مشکل کی صورت میں فوری رابطہ کریں تاکہ مسائل کو بروقت حل کیا جا سکے اور عوامی مفاد کو یقینی بنایا جا سکے	[361, 1340, 476, 1432]
article-text: بیان میں کہا گیا ہے کہ حکومت نے عوام کی سہولت کیلئے مختلف اقدامات کیے ہیں اور اس سلسلے میں متعلقہ اداروں کو ہدایات جاری کر دی گئی ہیں جبکہ شہریوں سے کہا گیا ہے کہ وہ قانون کی پاسداری کریں اور کسی بھی مشکل کی صورت میں فوری رابطہ کریں تاکہ مسائل کو بروقت حل کیا جا سکے اور عوامی مفاد کو یقینی بنایا جا سکے	[4, 366, 115, 457]
section-head-6: نمبر 6 سیاست	[602, 468, 721, 486]
article-text: بیان میں کہا گیا ہے کہ حکومت نے عوام کی سہولت کیلئے مختلف اقدامات کیے ہیں اور اس سلسلے میں متعلقہ اداروں کو ہدایات جاری کر دی گئی ہیں جبکہ شہریوں سے کہا گیا ہے کہ وہ قانون کی پاسداری کریں اور کسی بھی مشکل کی صورت میں فوری رابطہ کریں تاکہ مسائل کو بروقت حل کیا جا سکے اور عوامی مفاد کو یقینی بنایا جا سکے	[241, 1040, 354, 1132]
article-text: بیان میں کہا گیا ہے کہ حکومت نے عوام کی سہولت کیلئے مختلف اقدامات کیے ہیں اور اس سلسلے میں متعلقہ اداروں کو ہدایات جاری کر دی گئی ہیں جبکہ شہریوں سے کہا گیا ہے کہ وہ قانون کی پاسداری کریں اور کسی بھی مشکل کی صورت میں فوری رابطہ کریں تاکہ مسائل کو بروقت حل کیا جا سکے اور عوامی مفاد کو یقینی بنایا جا سکے	[602, 1197, 721, 1280]
article-text: بیان میں کہا گیا ہے کہ حکومت نے عوام کی سہولت کیلئے مختلف اقدامات کیے ہیں اور اس سلسلے میں متعلقہ اداروں کو ہدایات جاری کر دی گئی ہیں جبکہ شہریوں سے کہا گیا ہے کہ وہ قانون کی پاسداری کریں اور کسی بھی مشکل کی صورت میں فوری رابطہ کریں تاکہ مسائل کو بروقت حل کیا جا سکے اور عوامی مفاد کو یقینی بنایا جا سکے	[482, 120, 595, 210]
article-text: بیان میں کہا گیا ہے کہ حکومت نے عوام کی سہولت کیلئے مختلف اقدامات کیے ہیں اور اس سلسلے میں متعلقہ اداروں کو ہدایات جاری کر دی گئی ہیں جبکہ شہریوں سے کہا گیا ہے کہ وہ قانون کی پاسداری کریں اور کسی بھی مشکل کی صورت میں فوری رابطہ کریں تاکہ مسائل کو بروقت حل کیا جا سکے اور عوامی مفاد کو یقینی بنایا جا سکے	[122, 1141, 234, 1233]
article-text: بیان میں کہا گیا ہے کہ حکومت نے عوام کی سہولت کیلئے مختلف اقدامات کیے ہیں اور اس سلسلے میں متعلقہ اداروں کو ہدایات جاری کر دی گئی ہیں جبکہ شہریوں سے کہا گیا ہے کہ وہ قانون کی پاسداری کریں اور کسی بھی مشکل کی صورت میں فوری رابطہ کریں تاکہ مسائل کو بروقت حل کیا جا سکے اور عوامی مفاد کو یقینی بنایا جا سکے	[122, 223, 234, 314]
article-text: بیان میں کہا گیا ہے کہ حکومت نے عوام کی سہولت کیلئے مختلف اقدامات کیے ہیں اور اس سلسلے میں متعلقہ اداروں کو ہدایات جاری کر دی گئی ہیں جبکہ شہریوں سے کہا گیا ہے کہ وہ قانون کی پاسداری کریں اور کسی بھی مشکل کی صورت میں فوری رابطہ کریں تاکہ مسائل کو بروقت حل کیا جا سکے اور عوامی مفاد کو یقینی بنایا جا سکے	[482, 626, 595, 718]
article-text: بیان میں کہا گیا ہے کہ حکومت نے عوام کی سہولت کیلئے مختلف اقدامات کیے ہیں اور اس سلسلے میں متعلقہ اداروں کو ہدایات جاری کر دی گئی ہیں جبکہ شہریوں سے کہا گیا ہے کہ وہ قانون کی پاسداری کریں اور کسی بھی مشکل کی صورت میں فوری رابطہ کریں تاکہ مسائل کو بروقت حل کیا جا سکے اور عوامی مفاد کو یقینی بنایا جا سکے	[602, 299, 721, 382]
article-text: بیان میں کہا گیا ہے کہ حکومت نے عوام کی سہولت کیلئے مختلف اقدامات کیے ہیں اور اس سلسلے میں متعلقہ اداروں کو ہدایات جاری کر دی گئی ہیں جبکہ شہریوں سے کہا گیا ہے کہ وہ قانون کی پاسداری کریں اور کسی بھی مشکل کی صورت میں فوری رابطہ کریں تاکہ مسائل کو بروقت حل کیا جا سکے اور عوامی مفاد کو یقینی بنایا جا سکے	[728, 1042, 844, 1125]
phone: 9480000204664603	[241, 444, 319, 453]
stf-tag: STF	[5, 359, 19, 367]
section-head-15: نمبر 15 حکومت	[482, 928, 595, 946]
article-text: بیان میں کہا گیا ہے کہ حکومت نے عوام کی سہولت کیلئے مختلف اقدامات کیے ہیں اور اس سلسلے میں متعلقہ اداروں کو ہدایات جاری کر دی گئی ہیں جبکہ شہریوں سے کہا گیا ہے کہ وہ قانون کی پاسداری کریں اور کسی بھی مشکل کی صورت میں فوری رابطہ کریں تاکہ مسائل کو بروقت حل کیا جا سکے اور عوامی مفاد کو یقینی بنایا جا سکے	[602, 1930, 721, 2013]
article-text: بیان میں کہا گیا ہے کہ حکومت نے عوام کی سہولت کیلئے مختلف اقدامات کیے ہیں اور اس سلسلے میں متعلقہ اداروں کو ہدایات جاری کر دی گئی ہیں جبکہ شہریوں سے کہا گیا ہے کہ وہ قانون کی پاسداری کریں اور کسی بھی مشکل کی صورت میں فوری رابطہ کریں تاکہ مسائل کو بروقت حل کیا جا سکے اور عوامی مفاد کو یقینی بنایا جا سکے	[482, 1340, 595, 1432]
article-text: بیان میں کہا گیا ہے کہ حکومت نے عوام کی سہولت کیلئے مختلف اقدامات کیے ہیں اور اس سلسلے میں متعلقہ اداروں کو ہدایات جاری کر دی گئی ہیں جبکہ شہریوں سے کہا گیا ہے کہ وہ قانون کی پاسداری کریں اور کسی بھی مشکل کی صورت میں فوری رابطہ کریں تاکہ مسائل کو بروقت حل کیا جا سکے اور عوامی مفاد کو یقینی بنایا جا سکے	[728, 1125, 844, 1208]
gavel-icon	[326, 745, 348, 759]
stf-tag: STF	[5, 556, 19, 564]
article-text: بیان میں کہا گیا ہے کہ حکومت نے عوام کی سہولت کیلئے مختلف اقدامات کیے ہیں اور اس سلسلے میں متعلقہ اداروں کو ہدایات جاری کر دی گئی ہیں جبکہ شہریوں سے کہا گیا ہے کہ وہ قانون کی پاسداری کریں اور کسی بھی مشکل کی صورت میں فوری رابطہ کریں تاکہ مسائل کو بروقت حل کیا جا سکے اور عوامی مفاد کو یقینی بنایا جا سکے	[851, 2374, 954, 2474]
article-text: بیان میں کہا گیا ہے کہ حکومت نے عوام کی سہولت کیلئے مختلف اقدامات کیے ہیں اور اس سلسلے میں متعلقہ اداروں کو ہدایات جاری کر دی گئی ہیں جبکہ شہریوں سے کہا گیا ہے کہ وہ قانون کی پاسداری کریں اور کسی بھی مشکل کی صورت میں فوری رابطہ کریں تاکہ مسائل کو بروقت حل کیا جا سکے اور عوامی مفاد کو یقینی بنایا جا سکے	[728, 275, 844, 358]
article-text: بیان میں کہا گیا ہے کہ حکومت نے عوام کی سہولت کیلئے مختلف اقدامات کیے ہیں اور اس سلسلے میں متعلقہ اداروں کو ہدایات جاری کر دی گئی ہیں جبکہ شہریوں سے کہا گیا ہے کہ وہ قانون کی پاسداری کریں اور کسی بھی مشکل کی صورت میں فوری رابطہ کریں تاکہ مسائل کو بروقت حل کیا جا سکے اور عوامی مفاد کو یقینی بنایا جا سکے	[728, 1645, 844, 1727]
article-text: بیان میں کہا گیا ہے کہ حکومت نے عوام کی سہولت کیلئے مختلف اقدامات کیے ہیں اور اس سلسلے میں متعلقہ اداروں کو ہدایات جاری کر دی گئی ہیں جبکہ شہریوں سے کہا گیا ہے کہ وہ قانون کی پاسداری کریں اور کسی بھی مشکل کی صورت میں فوری رابطہ کریں تاکہ مسائل کو بروقت حل کیا جا سکے اور عوامی مفاد کو یقینی بنایا جا سکے	[728, 605, 844, 688]
article-text: بیان میں کہا گیا ہے کہ حکومت نے عوام کی سہولت کیلئے مختلف اقدامات کیے ہیں اور اس سلسلے میں متعلقہ اداروں کو ہدایات جاری کر دی گئی ہیں جبکہ شہریوں سے کہا گیا ہے کہ وہ قانون کی پاسداری کریں اور کسی بھی مشکل کی صورت میں فوری رابطہ کریں تاکہ مسائل کو بروقت حل کیا جا سکے اور عوامی مفاد کو یقینی بنایا جا سکے	[122, 774, 234, 866]
article-text: بیان میں کہا گیا ہے کہ حکومت نے عوام کی سہولت کیلئے مختلف اقدامات کیے ہیں اور اس سلسلے میں متعلقہ اداروں کو ہدایات جاری کر دی گئی ہیں جبکہ شہریوں سے کہا گیا ہے کہ وہ قانون کی پاسداری کریں اور کسی بھی مشکل کی صورت میں فوری رابطہ کریں تاکہ مسائل کو بروقت حل کیا جا سکے اور عوامی مفاد کو یقینی بنایا جا سکے	[602, 134, 721, 216]
article-text: بیان میں کہا گیا ہے کہ حکومت نے عوام کی سہولت کیلئے مختلف اقدامات کیے ہیں اور اس سلسلے میں متعلقہ اداروں کو ہدایات جاری کر دی گئی ہیں جبکہ شہریوں سے کہا گیا ہے کہ وہ قانون کی پاسداری کریں اور کسی بھی مشکل کی صورت میں فوری رابطہ کریں تاکہ مسائل کو بروقت حل کیا جا سکے اور عوامی مفاد کو یقینی بنایا جا سکے	[602, 28, 721, 110]
section-head-23: نمبر 23 بلدیہ	[241, 1136, 354, 1154]
article-text: بیان میں کہا گیا ہے کہ حکومت نے عوام کی سہولت کیلئے مختلف اقدامات کیے ہیں اور اس سلسلے میں متعلقہ اداروں کو ہدایات جاری کر دی گئی ہیں جبکہ شہریوں سے کہا گیا ہے کہ وہ قانون کی پاسداری کریں اور کسی بھی مشکل کی صورت میں فوری رابطہ کریں تاکہ مسائل کو بروقت حل کیا جا سکے اور عوامی مفاد کو یقینی بنایا جا سکے	[361, 1133, 476, 1225]
newspaper-name: THE DAILY UMMAT,WEDNESDAY MAY 20,2026	[4, 2, 296, 17]
article-text: بیان میں کہا گیا ہے کہ حکومت نے عوام کی سہولت کیلئے مختلف اقدامات کیے ہیں اور اس سلسلے میں متعلقہ اداروں کو ہدایات جاری کر دی گئی ہیں جبکہ شہریوں سے کہا گیا ہے کہ وہ قانون کی پاسداری کریں اور کسی بھی مشکل کی صورت میں فوری رابطہ کریں تاکہ مسائل کو بروقت حل کیا جا سکے اور عوامی مفاد کو یقینی بنایا جا سکے	[851, 253, 954, 354]
article-text: بیان میں کہا گیا ہے کہ حکومت نے عوام کی سہولت کیلئے مختلف اقدامات کیے ہیں اور اس سلسلے میں متعلقہ اداروں کو ہدایات جاری کر دی گئی ہیں جبکہ شہریوں سے کہا گیا ہے کہ وہ قانون کی پاسداری کریں اور کسی بھی مشکل کی صورت میں فوری رابطہ کریں تاکہ مسائل کو بروقت حل کیا جا سکے اور عوامی مفاد کو یقینی بنایا جا سکے	[122, 957, 234, 1049]
section-head-4: نمبر 4 کھیل	[728, 1813, 844, 1831]
article-text: بیان میں کہا گیا ہے کہ حکومت نے عوام کی سہولت کیلئے مختلف اقدامات کیے ہیں اور اس سلسلے میں متعلقہ اداروں کو ہدایات جاری کر دی گئی ہیں جبکہ شہریوں سے کہا گیا ہے کہ وہ قانون کی پاسداری کریں اور کسی بھی مشکل کی صورت میں فوری رابطہ کریں تاکہ مسائل کو بروقت حل کیا جا سکے اور عوامی مفاد کو یقینی بنایا جا سکے	[122, 132, 234, 222]
article-text: بیان میں کہا گیا ہے کہ حکومت نے عوام کی سہولت کیلئے مختلف اقدامات کیے ہیں اور اس سلسلے میں متعلقہ اداروں کو ہدایات جاری کر دی گئی ہیں جبکہ شہریوں سے کہا گیا ہے کہ وہ قانون کی پاسداری کریں اور کسی بھی مشکل کی صورت میں فوری رابطہ کریں تاکہ مسائل کو بروقت حل کیا جا سکے اور عوامی مفاد کو یقینی بنایا جا سکے	[851, 859, 954, 959]
article-text: بیان میں کہا گیا ہے کہ حکومت نے عوام کی سہولت کیلئے مختلف اقدامات کیے ہیں اور اس سلسلے میں متعلقہ اداروں کو ہدایات جاری کر دی گئی ہیں جبکہ شہریوں سے کہا گیا ہے کہ وہ قانون کی پاسداری کریں اور کسی بھی مشکل کی صورت میں فوری رابطہ کریں تاکہ مسائل کو بروقت حل کیا جا سکے اور عوامی مفاد کو یقینی بنایا جا سکے	[851, 2171, 954, 2272]
article-text: بیان میں کہا گیا ہے کہ حکومت نے عوام کی سہولت کیلئے مختلف اقدامات کیے ہیں اور اس سلسلے میں متعلقہ اداروں کو ہدایات جاری کر دی گئی ہیں جبکہ شہریوں سے کہا گیا ہے کہ وہ قانون کی پاسداری کریں اور کسی بھی مشکل کی صورت میں فوری رابطہ کریں تاکہ مسائل کو بروقت حل کیا جا سکے اور عوامی مفاد کو یقینی بنایا جا سکے	[241, 132, 354, 222]
section-head-24: نمبر 24 کھیل	[122, 1327, 234, 1345]
article-text: بیان میں کہا گیا ہے کہ حکومت نے عوام کی سہولت کیلئے مختلف اقدامات کیے ہیں اور اس سلسلے میں متعلقہ اداروں کو ہدایات جاری کر دی گئی ہیں جبکہ شہریوں سے کہا گیا ہے کہ وہ قانون کی پاسداری کریں اور کسی بھی مشکل کی صورت میں فوری رابطہ کریں تاکہ مسائل کو بروقت حل کیا جا سکے اور عوامی مفاد کو یقینی بنایا جا سکے	[122, 499, 234, 589]
article-text: بیان میں کہا گیا ہے کہ حکومت نے عوام کی سہولت کیلئے مختلف اقدامات کیے ہیں اور اس سلسلے میں متعلقہ اداروں کو ہدایات جاری کر دی گئی ہیں جبکہ شہریوں سے کہا گیا ہے کہ وہ قانون کی پاسداری کریں اور کسی بھی مشکل کی صورت میں فوری رابطہ کریں تاکہ مسائل کو بروقت حل کیا جا سکے اور عوامی مفاد کو یقینی بنایا جا سکے	[4, 1346, 115, 1438]
article-text: بیان میں کہا گیا ہے کہ حکومت نے عوام کی سہولت کیلئے مختلف اقدامات کیے ہیں اور اس سلسلے میں متعلقہ اداروں کو ہدایات جاری کر دی گئی ہیں جبکہ شہریوں سے کہا گیا ہے کہ وہ قانون کی پاسداری کریں اور کسی بھی مشکل کی صورت میں فوری رابطہ کریں تاکہ مسائل کو بروقت حل کیا جا سکے اور عوامی مفاد کو یقینی بنایا جا سکے	[361, 327, 476, 418]
article-text: بیان میں کہا گیا ہے کہ حکومت نے عوام کی سہولت کیلئے مختلف اقدامات کیے ہیں اور اس سلسلے میں متعلقہ اداروں کو ہدایات جاری کر دی گئی ہیں جبکہ شہریوں سے کہا گیا ہے کہ وہ قانون کی پاسداری کریں اور کسی بھی مشکل کی صورت میں فوری رابطہ کریں تاکہ مسائل کو بروقت حل کیا جا سکے اور عوامی مفاد کو یقینی بنایا جا سکے	[728, 1917, 844, 1999]
article-text: بیان میں کہا گیا ہے کہ حکومت نے عوام کی سہولت کیلئے مختلف اقدامات کیے ہیں اور اس سلسلے میں متعلقہ اداروں کو ہدایات جاری کر دی گئی ہیں جبکہ شہریوں سے کہا گیا ہے کہ وہ قانون کی پاسداری کریں اور کسی بھی مشکل کی صورت میں فوری رابطہ کریں تاکہ مسائل کو بروقت حل کیا جا سکے اور عوامی مفاد کو یقینی بنایا جا سکے	[728, 441, 844, 523]
section-head-17: نمبر 17 کراچی	[482, 1711, 595, 1729]
article-text: بیان میں کہا گیا ہے کہ حکومت نے عوام کی سہولت کیلئے مختلف اقدامات کیے ہیں اور اس سلسلے میں متعلقہ اداروں کو ہدایات جاری کر دی گئی ہیں جبکہ شہریوں سے کہا گیا ہے کہ وہ قانون کی پاسداری کریں اور کسی بھی مشکل کی صورت میں فوری رابطہ کریں تاکہ مسائل کو بروقت حل کیا جا سکے اور عوامی مفاد کو یقینی بنایا جا سکے	[122, 315, 234, 406]
article-text: بیان میں کہا گیا ہے کہ حکومت نے عوام کی سہولت کیلئے مختلف اقدامات کیے ہیں اور اس سلسلے میں متعلقہ اداروں کو ہدایات جاری کر دی گئی ہیں جبکہ شہریوں سے کہا گیا ہے کہ وہ قانون کی پاسداری کریں اور کسی بھی مشکل کی صورت میں فوری رابطہ کریں تاکہ مسائل کو بروقت حل کیا جا سکے اور عوامی مفاد کو یقینی بنایا جا سکے	[4, 1530, 115, 1622]
article-text: بیان میں کہا گیا ہے کہ حکومت نے عوام کی سہولت کیلئے مختلف اقدامات کیے ہیں اور اس سلسلے میں متعلقہ اداروں کو ہدایات جاری کر دی گئی ہیں جبکہ شہریوں سے کہا گیا ہے کہ وہ قانون کی پاسداری کریں اور کسی بھی مشکل کی صورت میں فوری رابطہ کریں تاکہ مسائل کو بروقت حل کیا جا سکے اور عوامی مفاد کو یقینی بنایا جا سکے	[602, 1114, 721, 1197]
stf-tag: STF	[5, 1248, 19, 1256]
article-text: بیان میں کہا گیا ہے کہ حکومت نے عوام کی سہولت کیلئے مختلف اقدامات کیے ہیں اور اس سلسلے میں متعلقہ اداروں کو ہدایات جاری کر دی گئی ہیں جبکہ شہریوں سے کہا گیا ہے کہ وہ قانون کی پاسداری کریں اور کسی بھی مشکل کی صورت میں فوری رابطہ کریں تاکہ مسائل کو بروقت حل کیا جا سکے اور عوامی مفاد کو یقینی بنایا جا سکے	[602, 1386, 721, 1469]
article-text: بیان میں کہا گیا ہے کہ حکومت نے عوام کی سہولت کیلئے مختلف اقدامات کیے ہیں اور اس سلسلے میں متعلقہ اداروں کو ہدایات جاری کر دی گئی ہیں جبکہ شہریوں سے کہا گیا ہے کہ وہ قانون کی پاسداری کریں اور کسی بھی مشکل کی صورت میں فوری رابطہ کریں تاکہ مسائل کو بروقت حل کیا جا سکے اور عوامی مفاد کو یقینی بنایا جا سکے	[851, 556, 954, 657]
article-text: بیان میں کہا گیا ہے کہ حکومت نے عوام کی سہولت کیلئے مختلف اقدامات کیے ہیں اور اس سلسلے میں متعلقہ اداروں کو ہدایات جاری کر دی گئی ہیں جبکہ شہریوں سے کہا گیا ہے کہ وہ قانون کی پاسداری کریں اور کسی بھی مشکل کی صورت میں فوری رابطہ کریں تاکہ مسائل کو بروقت حل کیا جا سکے اور عوامی مفاد کو یقینی بنایا جا سکے	[851, 1767, 954, 1869]
article-text: بیان میں کہا گیا ہے کہ حکومت نے عوام کی سہولت کیلئے مختلف اقدامات کیے ہیں اور اس سلسلے میں متعلقہ اداروں کو ہدایات جاری کر دی گئی ہیں جبکہ شہریوں سے کہا گیا ہے کہ وہ قانون کی پاسداری کریں اور کسی بھی مشکل کی صورت میں فوری رابطہ کریں تاکہ مسائل کو بروقت حل کیا جا سکے اور عوامی مفاد کو یقینی بنایا جا سکے	[241, 857, 354, 948]
article-text: بیان میں کہا گیا ہے کہ حکومت نے عوام کی سہولت کیلئے مختلف اقدامات کیے ہیں اور اس سلسلے میں متعلقہ اداروں کو ہدایات جاری کر دی گئی ہیں جبکہ شہریوں سے کہا گیا ہے کہ وہ قانون کی پاسداری کریں اور کسی بھی مشکل کی صورت میں فوری رابطہ کریں تاکہ مسائل کو بروقت حل کیا جا سکے اور عوامی مفاد کو یقینی بنایا جا سکے	[602, 1552, 721, 1634]
article-text: بیان میں کہا گیا ہے کہ حکومت نے عوام کی سہولت کیلئے مختلف اقدامات کیے ہیں اور اس سلسلے میں متعلقہ اداروں کو ہدایات جاری کر دی گئی ہیں جبکہ شہریوں سے کہا گیا ہے کہ وہ قانون کی پاسداری کریں اور کسی بھی مشکل کی صورت میں فوری رابطہ کریں تاکہ مسائل کو بروقت حل کیا جا سکے اور عوامی مفاد کو یقینی بنایا جا سکے	[482, 949, 595, 1041]
article-text: بیان میں کہا گیا ہے کہ حکومت نے عوام کی سہولت کیلئے مختلف اقدامات کیے ہیں اور اس سلسلے میں متعلقہ اداروں کو ہدایات جاری کر دی گئی ہیں جبکہ شہریوں سے کہا گیا ہے کہ وہ قانون کی پاسداری کریں اور کسی بھی مشکل کی صورت میں فوری رابطہ کریں تاکہ مسائل کو بروقت حل کیا جا سکے اور عوامی مفاد کو یقینی بنایا جا سکے	[361, 535, 476, 625]
section-head-20: نمبر 20 قانونی	[361, 721, 476, 739]
article-text: بیان میں کہا گیا ہے کہ حکومت نے عوام کی سہولت کیلئے مختلف اقدامات کیے ہیں اور اس سلسلے میں متعلقہ اداروں کو ہدایات جاری کر دی گئی ہیں جبکہ شہریوں سے کہا گیا ہے کہ وہ قانون کی پاسداری کریں اور کسی بھی مشکل کی صورت میں فوری رابطہ کریں تاکہ مسائل کو بروقت حل کیا جا سکے اور عوامی مفاد کو یقینی بنایا جا سکے	[4, 563, 115, 654]
article-text: بیان میں کہا گیا ہے کہ حکومت نے عوام کی سہولت کیلئے مختلف اقدامات کیے ہیں اور اس سلسلے میں متعلقہ اداروں کو ہدایات جاری کر دی گئی ہیں جبکہ شہریوں سے کہا گیا ہے کہ وہ قانون کی پاسداری کریں اور کسی بھی مشکل کی صورت میں فوری رابطہ کریں تاکہ مسائل کو بروقت حل کیا جا سکے اور عوامی مفاد کو یقینی بنایا جا سکے	[122, 1348, 234, 1440]
court-notice-heading: کورٹ نوٹس	[5, 243, 114, 263]
article-text: بیان میں کہا گیا ہے کہ حکومت نے عوام کی سہولت کیلئے مختلف اقدامات کیے ہیں اور اس سلسلے میں متعلقہ اداروں کو ہدایات جاری کر دی گئی ہیں جبکہ شہریوں سے کہا گیا ہے کہ وہ قانون کی پاسداری کریں اور کسی بھی مشکل کی صورت میں فوری رابطہ کریں تاکہ مسائل کو بروقت حل کیا جا سکے اور عوامی مفاد کو یقینی بنایا جا سکے	[241, 453, 354, 545]
column-5	[357, 28, 478, 1762]
article-text: بیان میں کہا گیا ہے کہ حکومت نے عوام کی سہولت کیلئے مختلف اقدامات کیے ہیں اور اس سلسلے میں متعلقہ اداروں کو ہدایات جاری کر دی گئی ہیں جبکہ شہریوں سے کہا گیا ہے کہ وہ قانون کی پاسداری کریں اور کسی بھی مشکل کی صورت میں فوری رابطہ کریں تاکہ مسائل کو بروقت حل کیا جا سکے اور عوامی مفاد کو یقینی بنایا جا سکے	[728, 28, 844, 110]
article-text: بیان میں کہا گیا ہے کہ حکومت نے عوام کی سہولت کیلئے مختلف اقدامات کیے ہیں اور اس سلسلے میں متعلقہ اداروں کو ہدایات جاری کر دی گئی ہیں جبکہ شہریوں سے کہا گیا ہے کہ وہ قانون کی پاسداری کریں اور کسی بھی مشکل کی صورت میں فوری رابطہ کریں تاکہ مسائل کو بروقت حل کیا جا سکے اور عوامی مفاد کو یقینی بنایا جا سکے	[241, 765, 354, 857]
article-text: بیان میں کہا گیا ہے کہ حکومت نے عوام کی سہولت کیلئے مختلف اقدامات کیے ہیں اور اس سلسلے میں متعلقہ اداروں کو ہدایات جاری کر دی گئی ہیں جبکہ شہریوں سے کہا گیا ہے کہ وہ قانون کی پاسداری کریں اور کسی بھی مشکل کی صورت میں فوری رابطہ کریں تاکہ مسائل کو بروقت حل کیا جا سکے اور عوامی مفاد کو یقینی بنایا جا سکے	[602, 925, 721, 1007]
article-text: بیان میں کہا گیا ہے کہ حکومت نے عوام کی سہولت کیلئے مختلف اقدامات کیے ہیں اور اس سلسلے میں متعلقہ اداروں کو ہدایات جاری کر دی گئی ہیں جبکہ شہریوں سے کہا گیا ہے کہ وہ قانون کی پاسداری کریں اور کسی بھی مشکل کی صورت میں فوری رابطہ کریں تاکہ مسائل کو بروقت حل کیا جا سکے اور عوامی مفاد کو یقینی بنایا جا سکے	[482, 834, 595, 925]
article-text: بیان میں کہا گیا ہے کہ حکومت نے عوام کی سہولت کیلئے مختلف اقدامات کیے ہیں اور اس سلسلے میں متعلقہ اداروں کو ہدایات جاری کر دی گئی ہیں جبکہ شہریوں سے کہا گیا ہے کہ وہ قانون کی پاسداری کریں اور کسی بھی مشکل کی صورت میں فوری رابطہ کریں تاکہ مسائل کو بروقت حل کیا جا سکے اور عوامی مفاد کو یقینی بنایا جا سکے	[4, 267, 115, 358]
article-text: بیان میں کہا گیا ہے کہ حکومت نے عوام کی سہولت کیلئے مختلف اقدامات کیے ہیں اور اس سلسلے میں متعلقہ اداروں کو ہدایات جاری کر دی گئی ہیں جبکہ شہریوں سے کہا گیا ہے کہ وہ قانون کی پاسداری کریں اور کسی بھی مشکل کی صورت میں فوری رابطہ کریں تاکہ مسائل کو بروقت حل کیا جا سکے اور عوامی مفاد کو یقینی بنایا جا سکے	[602, 570, 721, 653]
section-head-8: نمبر 8 معیشت	[602, 1094, 721, 1112]
article-text: بیان میں کہا گیا ہے کہ حکومت نے عوام کی سہولت کیلئے مختلف اقدامات کیے ہیں اور اس سلسلے میں متعلقہ اداروں کو ہدایات جاری کر دی گئی ہیں جبکہ شہریوں سے کہا گیا ہے کہ وہ قانون کی پاسداری کریں اور کسی بھی مشکل کی صورت میں فوری رابطہ کریں تاکہ مسائل کو بروقت حل کیا جا سکے اور عوامی مفاد کو یقینی بنایا جا سکے	[241, 948, 354, 1040]
